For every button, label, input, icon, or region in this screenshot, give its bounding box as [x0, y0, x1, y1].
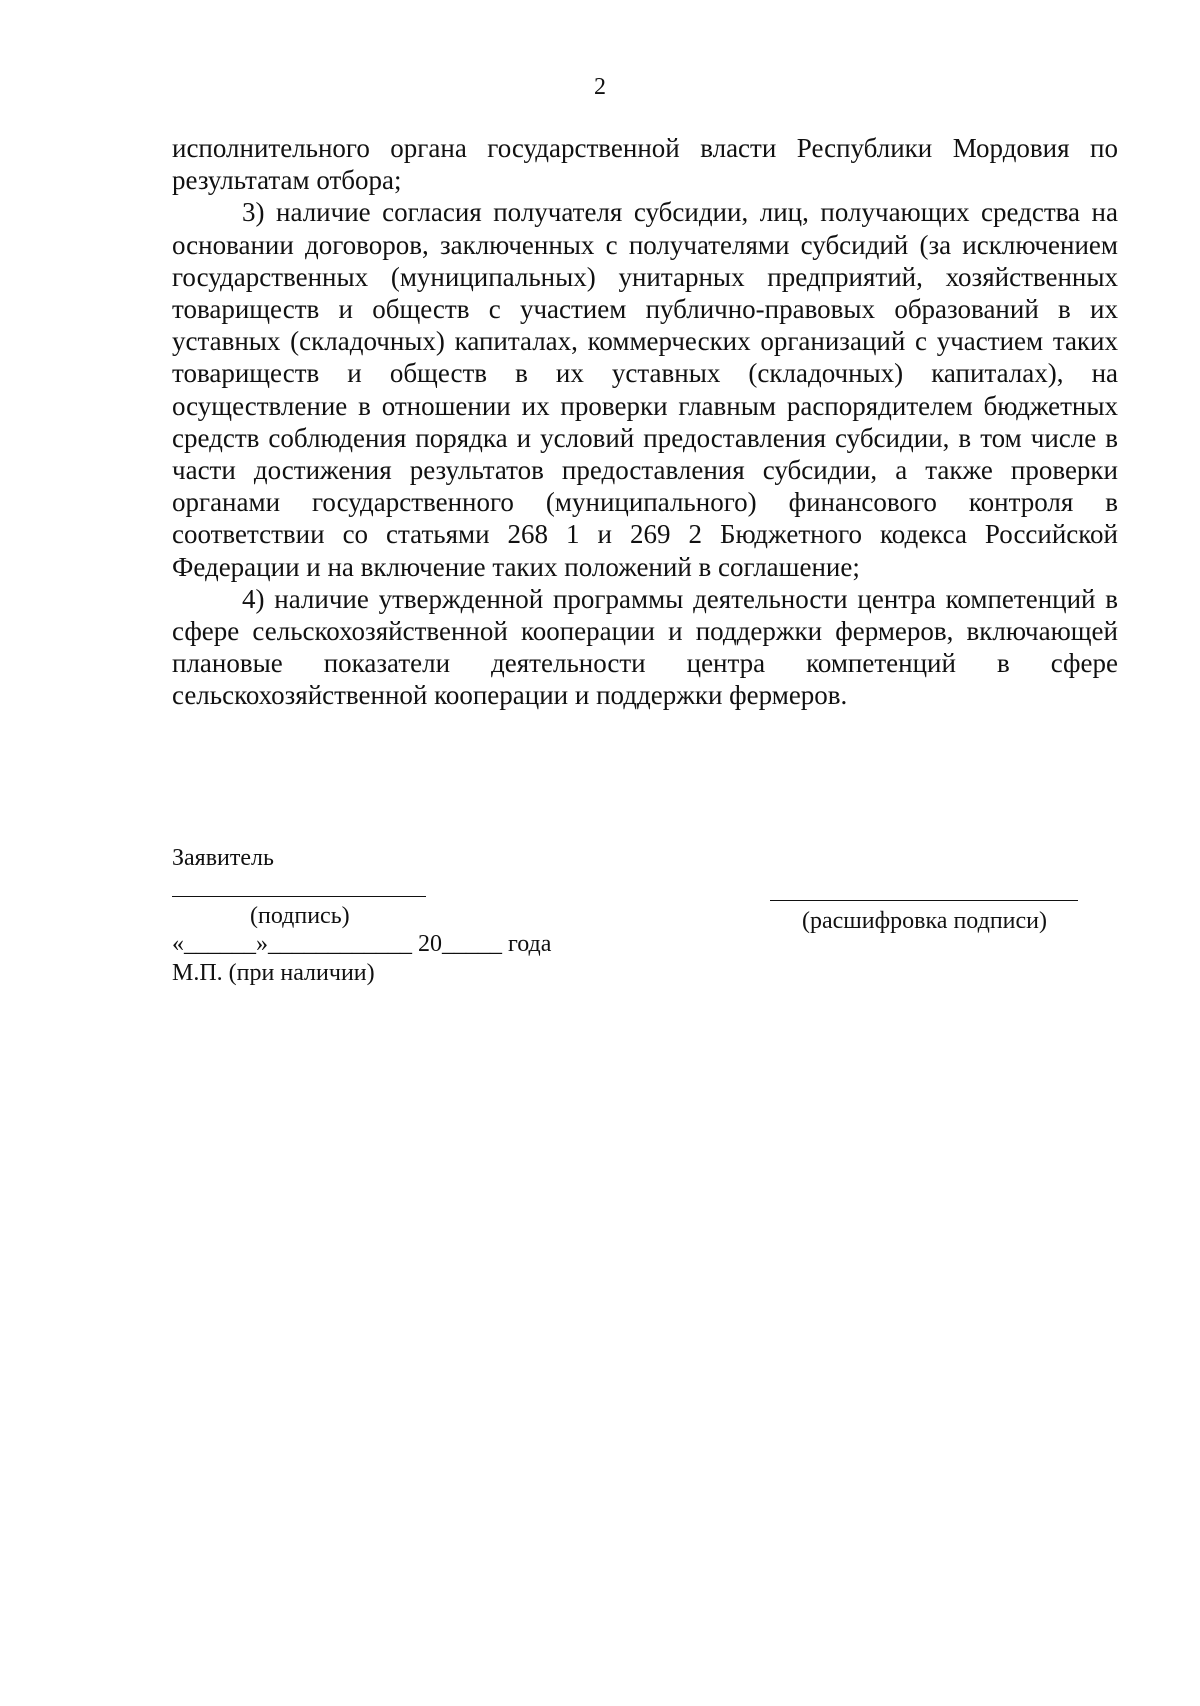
applicant-label: Заявитель — [172, 845, 274, 871]
stamp-note: М.П. (при наличии) — [172, 960, 375, 986]
paragraph-item-4: 4) наличие утвержденной программы деятельности центра компетенций в сфере сельскохозяйственной кооперации и поддержки фермеров, включающей плановые показатели деятельности центра компетенций в сфере сельскохозяйственной кооперации и поддержки фермеров. — [172, 583, 1118, 711]
paragraph-continuation: исполнительного органа государственной власти Республики Мордовия по результатам отбора; — [172, 133, 1118, 196]
date-line: «______»____________ 20_____ года — [172, 931, 552, 957]
page-number: 2 — [594, 74, 606, 100]
paragraph-item-3: 3) наличие согласия получателя субсидии, лиц, получающих средства на основании договоров, заключенных с получателями субсидий (за исключением государственных (муниципальных) унитарных предприятий, хозяйственных товариществ и обществ с участием публично-правовых образований в их уставных (складочных) капиталах, коммерческих организаций с участием таких товариществ и обществ в их уставных (складочных) капиталах), на осуществление в отношении их проверки главным распорядителем бюджетных средств соблюдения порядка и условий предоставления субсидии, в том числе в части достижения результатов предоставления субсидии, а также проверки органами государственного (муниципального) финансового контроля в соответствии со статьями 268 1 и 269 2 Бюджетного кодекса Российской Федерации и на включение таких положений в соглашение; — [172, 197, 1118, 582]
signature-caption: (подпись) — [250, 903, 350, 929]
signature-block — [172, 845, 1118, 985]
signature-line — [172, 896, 426, 897]
decoding-caption: (расшифровка подписи) — [802, 908, 1047, 934]
document-body — [172, 132, 1118, 712]
signature-decoding-line — [770, 900, 1078, 901]
